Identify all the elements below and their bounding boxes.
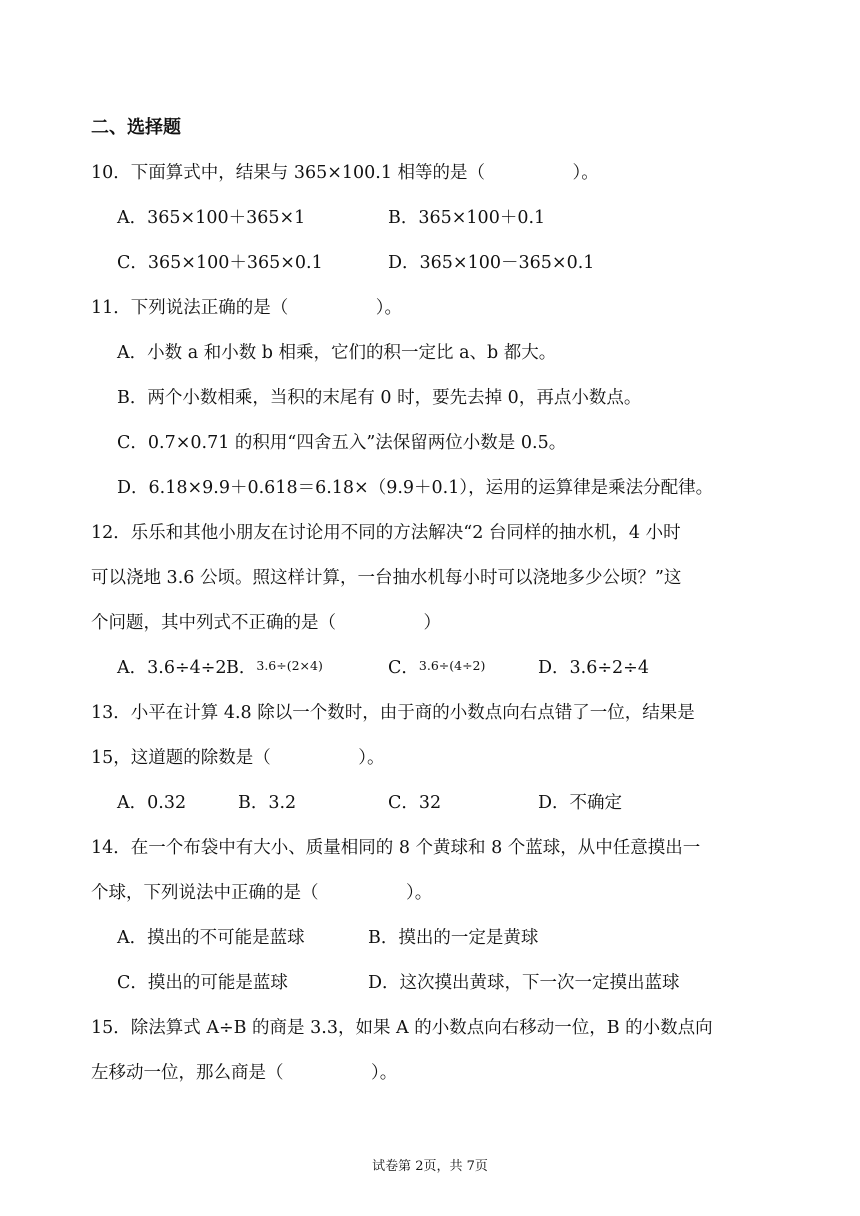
section-title: 二、选择题 [91,117,181,138]
question-12-option-b-formula: 3.6÷(2×4) [256,658,323,673]
question-11-stem: 11．下列说法正确的是（ ）。 [91,298,403,318]
question-13-stem-line-1: 13．小平在计算 4.8 除以一个数时，由于商的小数点向右点错了一位，结果是 [91,703,695,723]
question-12-option-c [388,656,485,681]
question-13-option-a: A．0.32 [117,793,187,813]
question-14-stem-line-2: 个球，下列说法中正确的是（ ）。 [91,883,433,903]
question-10-option-d: D．365×100－365×0.1 [388,253,595,273]
question-11-option-a: A．小数 a 和小数 b 相乘，它们的积一定比 a、b 都大。 [117,343,557,363]
question-12-option-b-prefix: B． [226,658,257,678]
question-14-option-d: D．这次摸出黄球，下一次一定摸出蓝球 [368,973,680,993]
question-12-stem-line-3: 个问题，其中列式不正确的是（ ） [91,613,441,633]
question-14-stem-line-1: 14．在一个布袋中有大小、质量相同的 8 个黄球和 8 个蓝球，从中任意摸出一 [91,838,701,858]
question-14-option-b: B．摸出的一定是黄球 [368,928,539,948]
question-10-option-a: A．365×100＋365×1 [117,208,306,228]
question-11-option-b: B．两个小数相乘，当积的末尾有 0 时，要先去掉 0，再点小数点。 [117,388,642,408]
question-13-option-d: D．不确定 [538,793,623,813]
question-13-stem-line-2: 15，这道题的除数是（ ）。 [91,748,385,768]
question-11-option-c: C．0.7×0.71 的积用“四舍五入”法保留两位小数是 0.5。 [117,433,567,453]
question-10-option-c: C．365×100＋365×0.1 [117,253,323,273]
question-15-stem-line-2: 左移动一位，那么商是（ ）。 [91,1063,398,1083]
question-12-option-c-formula: 3.6÷(4÷2) [418,658,486,673]
page-footer: 试卷第 2页，共 7页 [372,1159,488,1174]
question-12-option-d: D．3.6÷2÷4 [538,658,649,678]
question-13-option-c: C．32 [388,793,442,813]
question-12-option-c-prefix: C． [388,658,419,678]
question-12-option-b [226,656,323,681]
question-12-stem-line-2: 可以浇地 3.6 公顷。照这样计算，一台抽水机每小时可以浇地多少公顷？”这 [91,568,682,588]
question-14-option-a: A．摸出的不可能是蓝球 [117,928,305,948]
question-12-option-a: A．3.6÷4÷2 [117,658,227,678]
question-13-option-b: B．3.2 [238,793,297,813]
question-14-option-c: C．摸出的可能是蓝球 [117,973,288,993]
question-10-option-b: B．365×100＋0.1 [388,208,546,228]
question-12-stem-line-1: 12．乐乐和其他小朋友在讨论用不同的方法解决“2 台同样的抽水机，4 小时 [91,523,681,543]
question-10-stem: 10．下面算式中，结果与 365×100.1 相等的是（ ）。 [91,163,599,183]
question-15-stem-line-1: 15．除法算式 A÷B 的商是 3.3，如果 A 的小数点向右移动一位，B 的小数点向 [91,1018,713,1038]
question-11-option-d: D．6.18×9.9＋0.618＝6.18×（9.9＋0.1），运用的运算律是乘法分配律。 [117,478,714,498]
